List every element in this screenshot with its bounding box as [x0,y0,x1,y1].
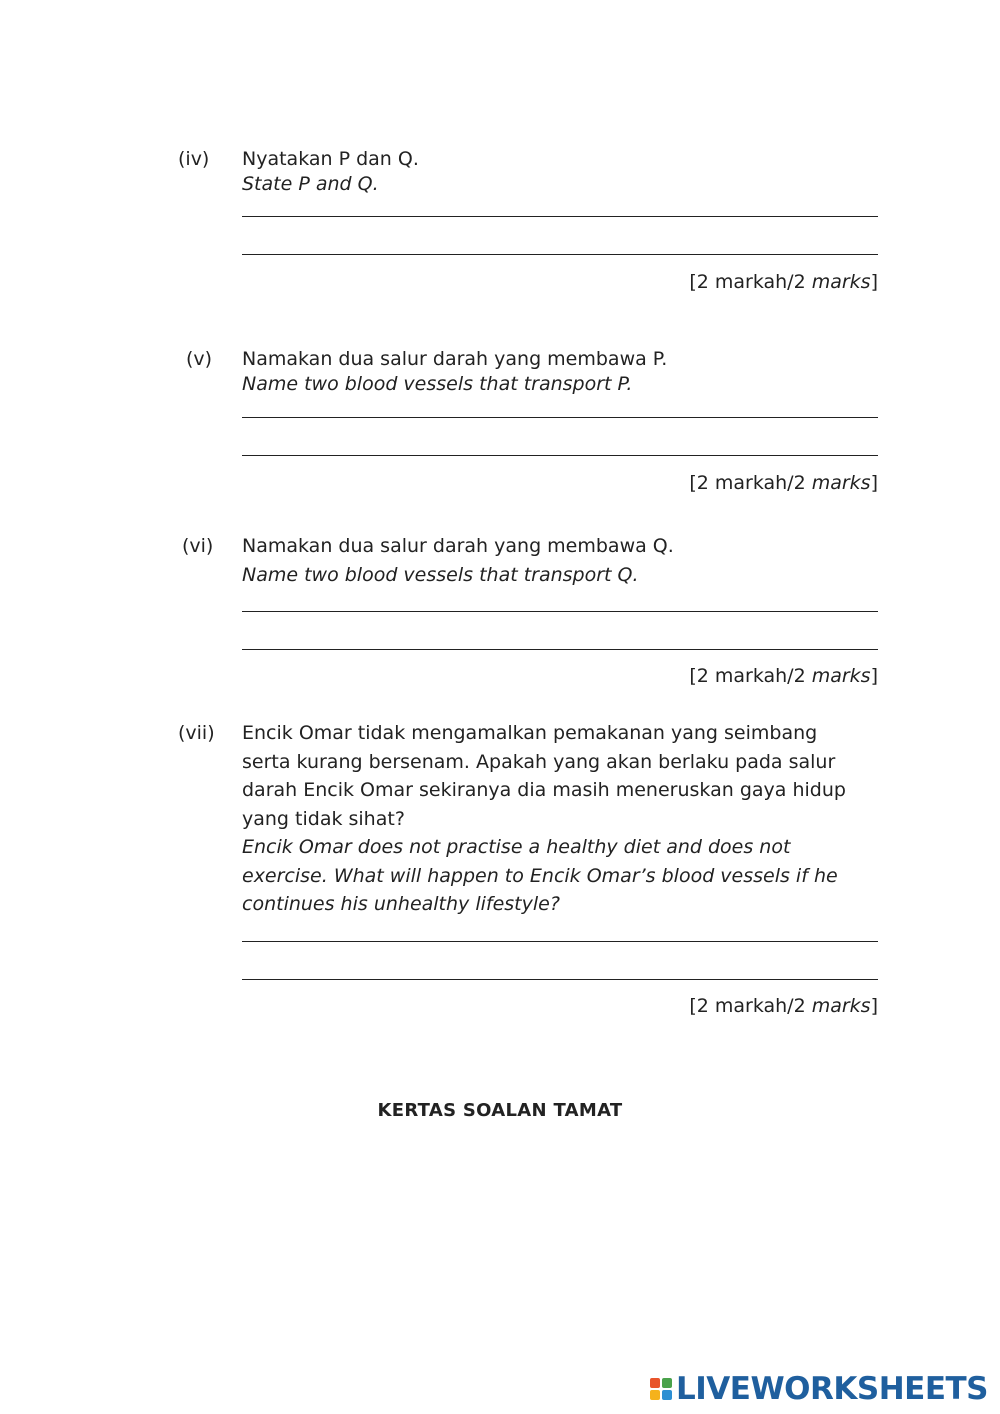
question-number: (vii) [178,722,215,744]
question-text-malay: Namakan dua salur darah yang membawa Q. [242,535,674,557]
question-text-malay: Nyatakan P dan Q. [242,148,419,170]
answer-line[interactable] [242,979,878,980]
question-text [242,347,878,397]
answer-line[interactable] [242,649,878,650]
answer-line[interactable] [242,941,878,942]
liveworksheets-logo-icon [650,1378,672,1400]
marks-label: [2 markah/2 marks] [689,271,878,293]
answer-line[interactable] [242,254,878,255]
question-text-english: Encik Omar does not practise a healthy diet and does not exercise. What will happen to Encik Omar’s blood vessels if he continues his unhealthy lifestyle? [242,836,838,915]
question-text-malay: Namakan dua salur darah yang membawa P. [242,348,668,370]
answer-line[interactable] [242,417,878,418]
brand-name: LIVEWORKSHEETS [676,1371,988,1407]
question-number: (iv) [178,148,210,170]
question-text-english: Name two blood vessels that transport Q. [242,563,639,586]
question-text [242,719,867,919]
question-text-malay: Encik Omar tidak mengamalkan pemakanan yang seimbang serta kurang bersenam. Apakah yang akan berlaku pada salur darah Encik Omar sekiranya dia masih meneruskan gaya hidup yang tidak sihat? [242,722,846,830]
question-text [242,147,878,197]
question-number: (v) [186,348,213,370]
liveworksheets-watermark [650,1372,988,1406]
answer-line[interactable] [242,455,878,456]
question-text-english: Name two blood vessels that transport P. [242,373,633,395]
question-text-english: State P and Q. [242,173,379,195]
end-of-paper-heading: KERTAS SOALAN TAMAT [377,1100,623,1121]
marks-label: [2 markah/2 marks] [689,665,878,687]
answer-line[interactable] [242,216,878,217]
answer-line[interactable] [242,611,878,612]
marks-label: [2 markah/2 marks] [689,472,878,494]
marks-label: [2 markah/2 marks] [689,995,878,1017]
question-text [242,532,878,589]
question-number: (vi) [182,535,214,557]
